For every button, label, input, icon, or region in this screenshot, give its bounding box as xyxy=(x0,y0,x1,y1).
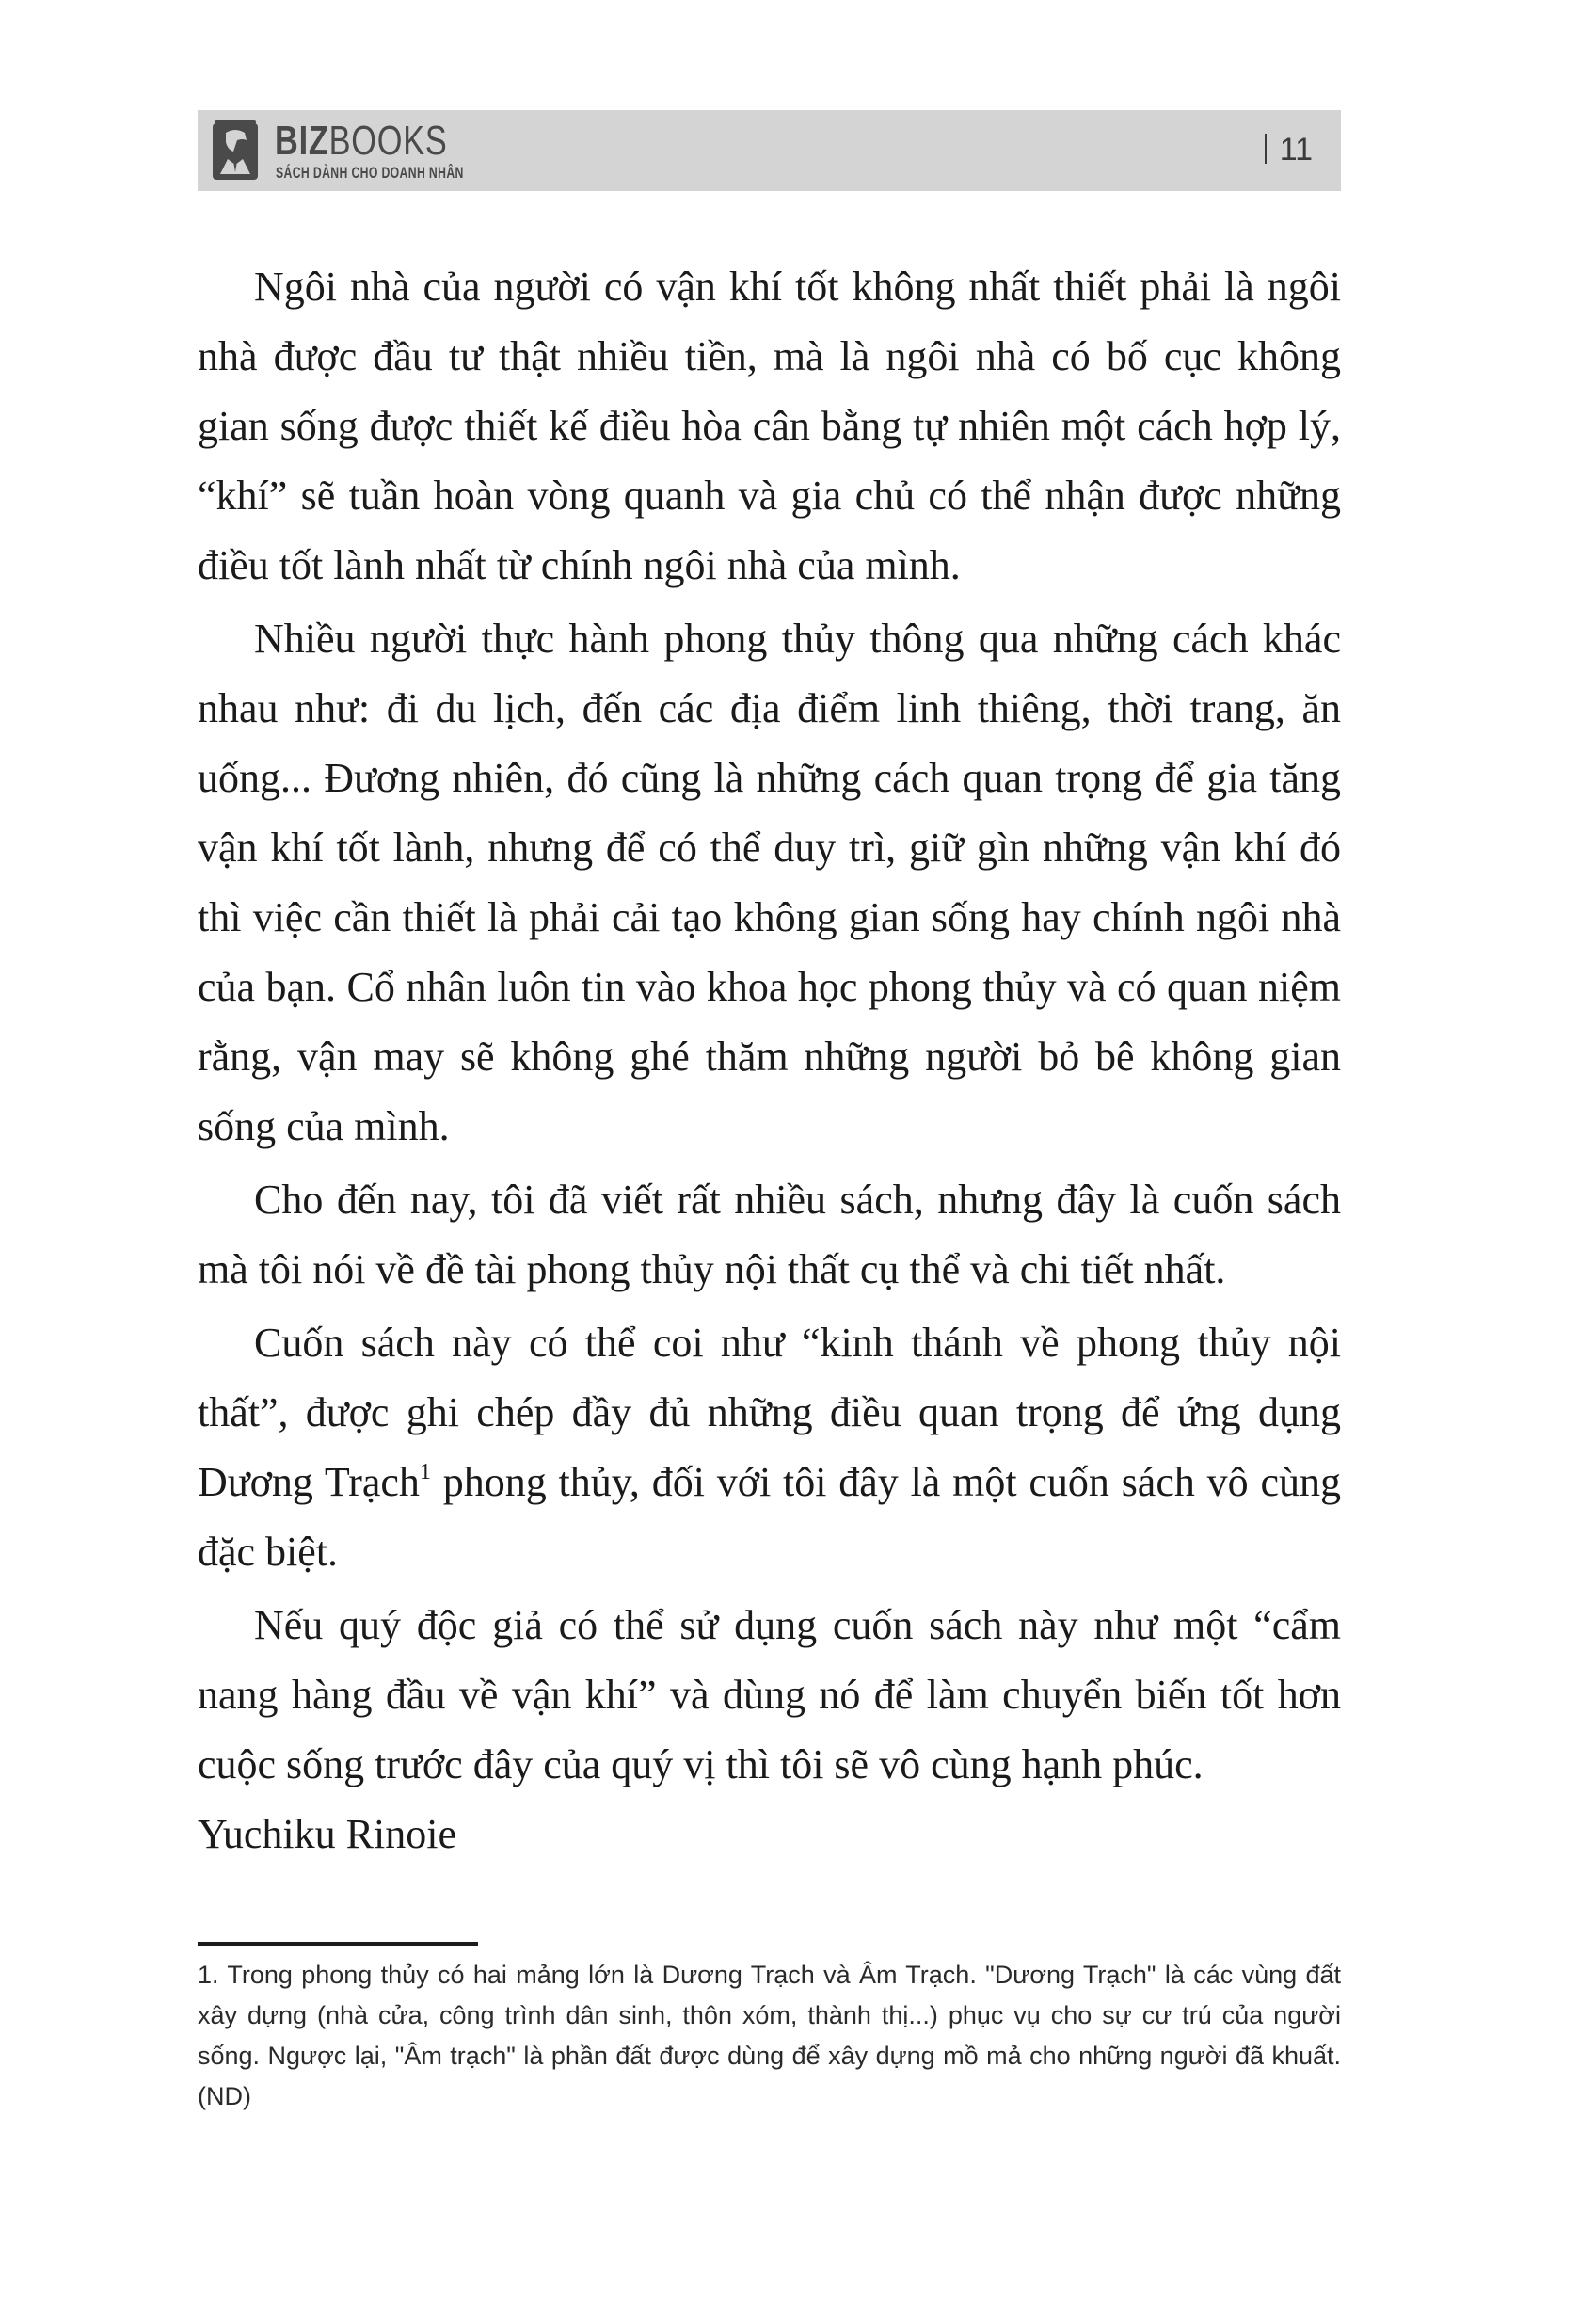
page-number-separator xyxy=(1265,134,1267,164)
paragraph: Nhiều người thực hành phong thủy thông qua những cách khác nhau như: đi du lịch, đến các địa điểm linh thiêng, thời trang, ăn uống... Đương nhiên, đó cũng là những cách quan trọng để gia tăng vận khí tốt lành, nhưng để có thể duy trì, giữ gìn những vận khí đó thì việc cần thiết là phải cải tạo không gian sống hay chính ngôi nhà của bạn. Cổ nhân luôn tin vào khoa học phong thủy và có quan niệm rằng, vận may sẽ không ghé thăm những người bỏ bê không gian sống của mình. xyxy=(198,616,1341,1149)
logo-tagline: SÁCH DÀNH CHO DOANH NHÂN xyxy=(276,164,464,182)
footnote-divider xyxy=(198,1942,478,1946)
paragraph-text: phong thủy, đối với tôi đây là một cuốn sách vô cùng đặc biệt. xyxy=(198,1459,1341,1575)
author-signature: Yuchiku Rinoie xyxy=(198,1811,456,1857)
header-scallop-edge xyxy=(198,189,1341,197)
paragraph: Nếu quý độc giả có thể sử dụng cuốn sách này như một “cẩm nang hàng đầu về vận khí” và dùng nó để làm chuyển biến tốt hơn cuộc sống trước đây của quý vị thì tôi sẽ vô cùng hạnh phúc. xyxy=(198,1602,1341,1787)
logo-books: BOOKS xyxy=(328,118,448,164)
page-number-value: 11 xyxy=(1279,132,1313,168)
paragraph-text: Cuốn sách này có thể coi như “kinh thánh về phong thủy nội thất”, được ghi chép đầy đủ những điều quan trọng để ứng dụng Dương Trạch xyxy=(198,1320,1341,1505)
running-header xyxy=(198,110,1341,191)
body-text xyxy=(198,252,1341,1869)
publisher-logo xyxy=(275,120,448,163)
logo-biz: BIZ xyxy=(275,118,329,164)
paragraph xyxy=(198,1308,1341,1587)
paragraph: Ngôi nhà của người có vận khí tốt không nhất thiết phải là ngôi nhà được đầu tư thật nhiều tiền, mà là ngôi nhà có bố cục không gian sống được thiết kế điều hòa cân bằng tự nhiên một cách hợp lý, “khí” sẽ tuần hoàn vòng quanh và gia chủ có thể nhận được những điều tốt lành nhất từ chính ngôi nhà của mình. xyxy=(198,264,1341,588)
gentleman-portrait-icon xyxy=(209,120,262,182)
paragraph: Cho đến nay, tôi đã viết rất nhiều sách, nhưng đây là cuốn sách mà tôi nói về đề tài phong thủy nội thất cụ thể và chi tiết nhất. xyxy=(198,1177,1341,1292)
footnote-reference[interactable]: 1 xyxy=(419,1460,431,1484)
footnote: 1. Trong phong thủy có hai mảng lớn là Dương Trạch và Âm Trạch. "Dương Trạch" là các vùng đất xây dựng (nhà cửa, công trình dân sinh, thôn xóm, thành thị...) phục vụ cho sự cư trú của người sống. Ngược lại, "Âm trạch" là phần đất được dùng để xây dựng mồ mả cho những người đã khuất. (ND) xyxy=(198,1961,1341,2110)
page-number xyxy=(1265,131,1313,168)
